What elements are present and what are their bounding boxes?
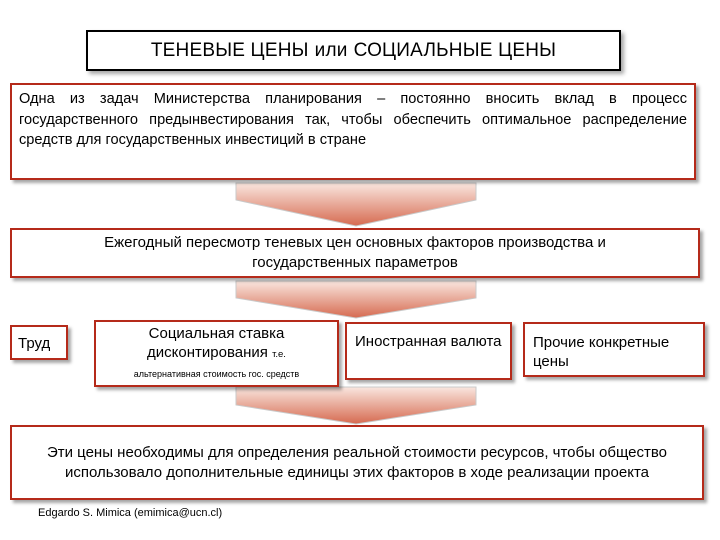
title-part2: СОЦИАЛЬНЫЕ ЦЕНЫ <box>353 39 557 61</box>
intro-box <box>10 83 696 180</box>
factor-other-prices <box>523 322 705 377</box>
discount-rate-title <box>100 324 333 364</box>
discount-rate-main: Социальная ставка дисконтирования <box>147 325 285 361</box>
factor-foreign-currency-label: Иностранная валюта <box>355 333 502 350</box>
page-title <box>86 30 621 71</box>
factor-labor-label: Труд <box>18 335 51 352</box>
factor-foreign-currency <box>345 322 512 380</box>
conclusion-box <box>10 425 704 500</box>
factor-labor <box>10 325 68 360</box>
author-credit: Edgardo S. Mimica (emimica@ucn.cl) <box>38 507 223 519</box>
factor-discount-rate <box>94 320 339 387</box>
title-part1: ТЕНЕВЫЕ ЦЕНЫ <box>150 39 309 61</box>
down-arrow-2 <box>236 281 476 318</box>
factor-other-prices-label: Прочие конкретные цены <box>533 334 670 370</box>
down-arrow-3 <box>236 387 476 424</box>
review-text: Ежегодный пересмотр теневых цен основных факторов производства и государственных параметров <box>104 234 606 271</box>
discount-rate-note: альтернативная стоимость гос. средств <box>133 369 300 379</box>
conclusion-text: Эти цены необходимы для определения реальной стоимости ресурсов, чтобы общество использовало дополнительные единицы этих факторов в ходе реализации проекта <box>46 443 668 481</box>
intro-text: Одна из задач Министерства планирования – постоянно вносить вклад в процесс государственного предынвестирования так, чтобы обеспечить оптимальное распределение средств для государственных инвестиций в стране <box>19 91 687 148</box>
title-connector: или <box>314 39 348 61</box>
discount-rate-abbr: т.е. <box>272 349 286 360</box>
review-box <box>10 228 700 278</box>
down-arrow-1 <box>236 183 476 226</box>
